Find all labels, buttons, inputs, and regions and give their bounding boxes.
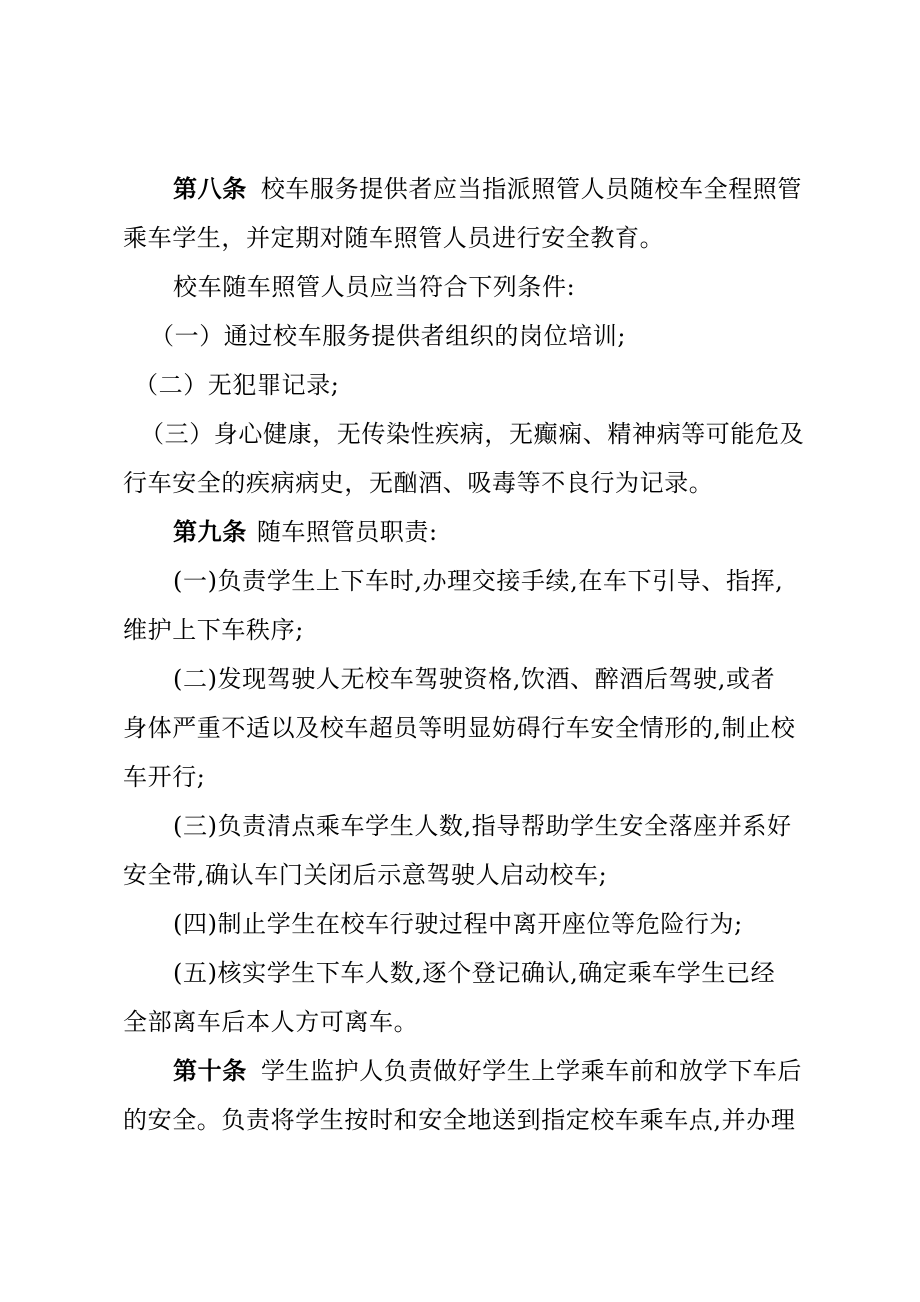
article-10-heading: 第十条 bbox=[173, 1056, 247, 1085]
duty-2-line-3: 车开行; bbox=[123, 763, 206, 791]
article-8-intro: 校车随车照管人员应当符合下列条件: bbox=[173, 273, 576, 301]
article-10-text-1: 学生监护人负责做好学生上学乘车前和放学下车后 bbox=[260, 1057, 803, 1085]
article-9-heading: 第九条 bbox=[173, 517, 247, 546]
article-8-line-2: 乘车学生，并定期对随车照管人员进行安全教育。 bbox=[123, 224, 665, 252]
condition-2: （二）无犯罪记录; bbox=[134, 371, 340, 399]
duty-3-line-1: (三)负责清点乘车学生人数,指导帮助学生安全落座并系好 bbox=[173, 812, 792, 840]
article-10-line-1 bbox=[173, 1053, 813, 1089]
duty-2-line-1: (二)发现驾驶人无校车驾驶资格,饮酒、醉酒后驾驶,或者 bbox=[173, 665, 776, 693]
article-8-heading: 第八条 bbox=[173, 174, 247, 203]
article-9-intro: 随车照管员职责: bbox=[256, 518, 438, 546]
condition-1: （一）通过校车服务提供者组织的岗位培训; bbox=[150, 322, 627, 350]
article-8-line-1 bbox=[173, 171, 813, 207]
condition-3-line-1: （三）身心健康，无传染性疾病，无癫痫、精神病等可能危及 bbox=[140, 420, 805, 448]
article-8-text-1: 校车服务提供者应当指派照管人员随校车全程照管 bbox=[260, 175, 803, 203]
article-10-line-2: 的安全。负责将学生按时和安全地送到指定校车乘车点,并办理 bbox=[123, 1106, 796, 1134]
duty-1-line-1: (一)负责学生上下车时,办理交接手续,在车下引导、指挥, bbox=[173, 567, 784, 595]
condition-3-line-2: 行车安全的疾病病史，无酗酒、吸毒等不良行为记录。 bbox=[123, 469, 714, 497]
article-9-line-1 bbox=[173, 514, 813, 550]
duty-2-line-2: 身体严重不适以及校车超员等明显妨碍行车安全情形的,制止校 bbox=[123, 714, 796, 742]
duty-1-line-2: 维护上下车秩序; bbox=[123, 616, 304, 644]
duty-4: (四)制止学生在校车行驶过程中离开座位等危险行为; bbox=[173, 910, 743, 938]
duty-3-line-2: 安全带,确认车门关闭后示意驾驶人启动校车; bbox=[123, 861, 608, 889]
duty-5-line-2: 全部离车后本人方可离车。 bbox=[123, 1008, 419, 1036]
duty-5-line-1: (五)核实学生下车人数,逐个登记确认,确定乘车学生已经 bbox=[173, 959, 776, 987]
